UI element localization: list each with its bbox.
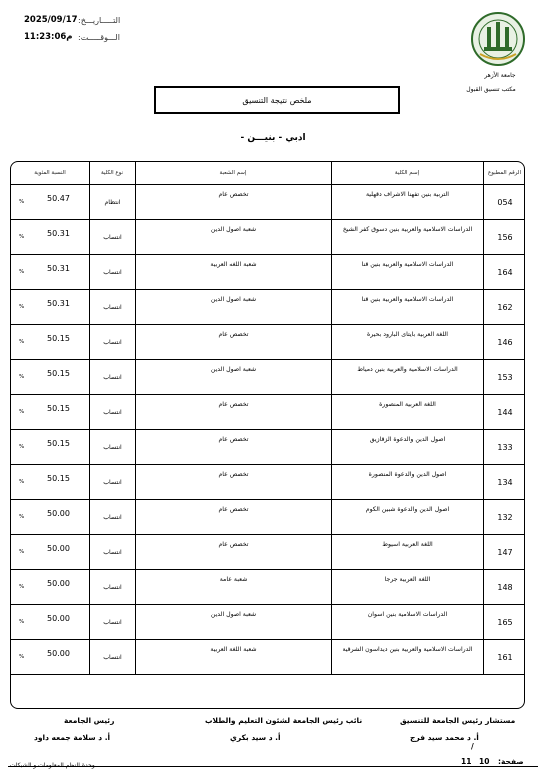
page-total: 11 [461, 757, 472, 766]
cell-percent [11, 360, 89, 395]
table-row [11, 465, 524, 500]
footer-unit: وحدة النظم المعلومات و الشبكات [10, 762, 95, 769]
cell-type: انتساب [89, 430, 135, 465]
cell-college: اللغة العربية اسيوط [331, 535, 483, 570]
percent-value: 50.47 [47, 194, 70, 203]
cell-college: التربية بنين تفهنا الاشراف دقهلية [331, 185, 483, 220]
signature-coordinator-name: أ. د محمد سيد فرج [410, 733, 479, 742]
table-row [11, 255, 524, 290]
cell-college: الدراسات الاسلامية والعربية بنين دسوق كفر الشيخ [331, 220, 483, 255]
cell-code: 144 [483, 395, 525, 430]
time-label: الـــوقـــــت: [78, 33, 120, 42]
signature-vice-president-name: أ. د سيد بكري [230, 733, 281, 742]
cell-type: انتساب [89, 220, 135, 255]
percent-sign: % [19, 234, 25, 240]
cell-code: 132 [483, 500, 525, 535]
signature-slash: / [471, 742, 474, 751]
table-row [11, 220, 524, 255]
cell-division: تخصص عام [135, 535, 331, 570]
header-type: نوع الكلية [100, 170, 124, 176]
percent-sign: % [19, 304, 25, 310]
table-row [11, 535, 524, 570]
cell-division: تخصص عام [135, 185, 331, 220]
table-row [11, 500, 524, 535]
signature-vice-president-title: نائب رئيس الجامعة لشئون التعليم والطلاب [205, 716, 363, 725]
percent-sign: % [19, 374, 25, 380]
table-row [11, 360, 524, 395]
percent-value: 50.00 [47, 544, 70, 553]
cell-type: انتساب [89, 465, 135, 500]
percent-sign: % [19, 584, 25, 590]
cell-type: انتساب [89, 500, 135, 535]
cell-division: شعبة اصول الدين [135, 360, 331, 395]
cell-college: اصول الدين والدعوة المنصورة [331, 465, 483, 500]
signature-president-name: أ. د سلامة جمعه داود [34, 733, 111, 742]
results-table [10, 161, 525, 709]
cell-type: انتساب [89, 325, 135, 360]
cell-code: 153 [483, 360, 525, 395]
cell-division: تخصص عام [135, 395, 331, 430]
cell-type: انتساب [89, 360, 135, 395]
percent-value: 50.15 [47, 334, 70, 343]
cell-code: 156 [483, 220, 525, 255]
page-label: صفحة: [498, 757, 524, 766]
cell-code: 165 [483, 605, 525, 640]
cell-division: شعبة اصول الدين [135, 290, 331, 325]
percent-value: 50.00 [47, 614, 70, 623]
cell-percent [11, 500, 89, 535]
percent-sign: % [19, 549, 25, 555]
cell-code: 133 [483, 430, 525, 465]
university-name: جامعة الأزهر [484, 72, 516, 79]
percent-sign: % [19, 619, 25, 625]
cell-type: انتساب [89, 605, 135, 640]
table-row [11, 570, 524, 605]
cell-code: 162 [483, 290, 525, 325]
cell-division: تخصص عام [135, 430, 331, 465]
cell-type: انتساب [89, 570, 135, 605]
percent-value: 50.00 [47, 579, 70, 588]
table-row [11, 605, 524, 640]
cell-college: الدراسات الاسلامية بنين اسوان [331, 605, 483, 640]
report-title-box [154, 86, 400, 114]
cell-division: تخصص عام [135, 500, 331, 535]
report-subtitle: - ادبي - بنيـــن [240, 133, 306, 143]
percent-sign: % [19, 479, 25, 485]
table-row [11, 430, 524, 465]
cell-code: 054 [483, 185, 525, 220]
cell-percent [11, 570, 89, 605]
cell-percent [11, 290, 89, 325]
cell-percent [11, 220, 89, 255]
percent-sign: % [19, 339, 25, 345]
cell-college: الدراسات الاسلامية والعربية بنين قنا [331, 290, 483, 325]
percent-value: 50.00 [47, 509, 70, 518]
percent-sign: % [19, 409, 25, 415]
cell-percent [11, 605, 89, 640]
signature-coordinator-title: مستشار رئيس الجامعة للتنسيق [400, 716, 516, 725]
table-row [11, 395, 524, 430]
cell-division: شعبة اصول الدين [135, 220, 331, 255]
cell-percent [11, 185, 89, 220]
cell-division: شعبة اللغة العربية [135, 640, 331, 675]
cell-college: اصول الدين والدعوة شبين الكوم [331, 500, 483, 535]
signature-president-title: رئيس الجامعة [64, 716, 115, 725]
percent-value: 50.00 [47, 649, 70, 658]
cell-type: انتساب [89, 535, 135, 570]
cell-type: انتساب [89, 395, 135, 430]
header-code: الرقم المطبوع [488, 170, 521, 176]
cell-division: تخصص عام [135, 325, 331, 360]
university-logo [470, 10, 526, 68]
report-title: ملخص نتيجة التنسيق [242, 95, 312, 105]
cell-code: 147 [483, 535, 525, 570]
cell-code: 161 [483, 640, 525, 675]
percent-sign: % [19, 269, 25, 275]
cell-percent [11, 255, 89, 290]
table-row [11, 185, 524, 220]
cell-division: تخصص عام [135, 465, 331, 500]
percent-value: 50.31 [47, 299, 70, 308]
cell-code: 146 [483, 325, 525, 360]
table-row [11, 325, 524, 360]
cell-college: اللغة العربية المنصورة [331, 395, 483, 430]
cell-division: شعبة عامة [135, 570, 331, 605]
table-row [11, 290, 524, 325]
date-value: 2025/09/17 [24, 15, 78, 25]
table-header [11, 162, 524, 185]
cell-division: شعبة اللغه العربية [135, 255, 331, 290]
cell-division: شعبة اصول الدين [135, 605, 331, 640]
cell-college: الدراسات الاسلامية والعربية بنين قنا [331, 255, 483, 290]
cell-type: انتساب [89, 290, 135, 325]
percent-sign: % [19, 444, 25, 450]
header-percent: النسبة المئوية [34, 170, 66, 176]
header-college: إسم الكلية [394, 170, 420, 176]
cell-college: الدراسات الاسلامية والعربية بنين دمياط [331, 360, 483, 395]
percent-value: 50.15 [47, 369, 70, 378]
percent-value: 50.15 [47, 474, 70, 483]
percent-sign: % [19, 199, 25, 205]
cell-college: اصول الدين والدعوة الزقازيق [331, 430, 483, 465]
cell-code: 134 [483, 465, 525, 500]
page-current: 10 [479, 757, 490, 766]
cell-college: اللغة العربية جرجا [331, 570, 483, 605]
time-value: 11:23:06م [24, 32, 73, 42]
cell-percent [11, 430, 89, 465]
table-row [11, 640, 524, 675]
cell-code: 164 [483, 255, 525, 290]
cell-type: انتظام [89, 185, 135, 220]
date-label: التـــــاريـــخ: [78, 16, 121, 25]
cell-percent [11, 465, 89, 500]
cell-type: انتساب [89, 255, 135, 290]
cell-code: 148 [483, 570, 525, 605]
percent-value: 50.31 [47, 229, 70, 238]
cell-percent [11, 640, 89, 675]
percent-value: 50.15 [47, 439, 70, 448]
cell-percent [11, 395, 89, 430]
cell-percent [11, 325, 89, 360]
percent-sign: % [19, 514, 25, 520]
cell-college: الدراسات الاسلامية والعربية بنين ديداسون الشرقية [331, 640, 483, 675]
header-division: إسم الشعبة [219, 170, 247, 176]
percent-value: 50.31 [47, 264, 70, 273]
percent-sign: % [19, 654, 25, 660]
cell-college: اللغة العربية بايتاى البارود بحيرة [331, 325, 483, 360]
percent-value: 50.15 [47, 404, 70, 413]
office-name: مكتب تنسيق القبول [466, 86, 516, 93]
cell-percent [11, 535, 89, 570]
cell-type: انتساب [89, 640, 135, 675]
